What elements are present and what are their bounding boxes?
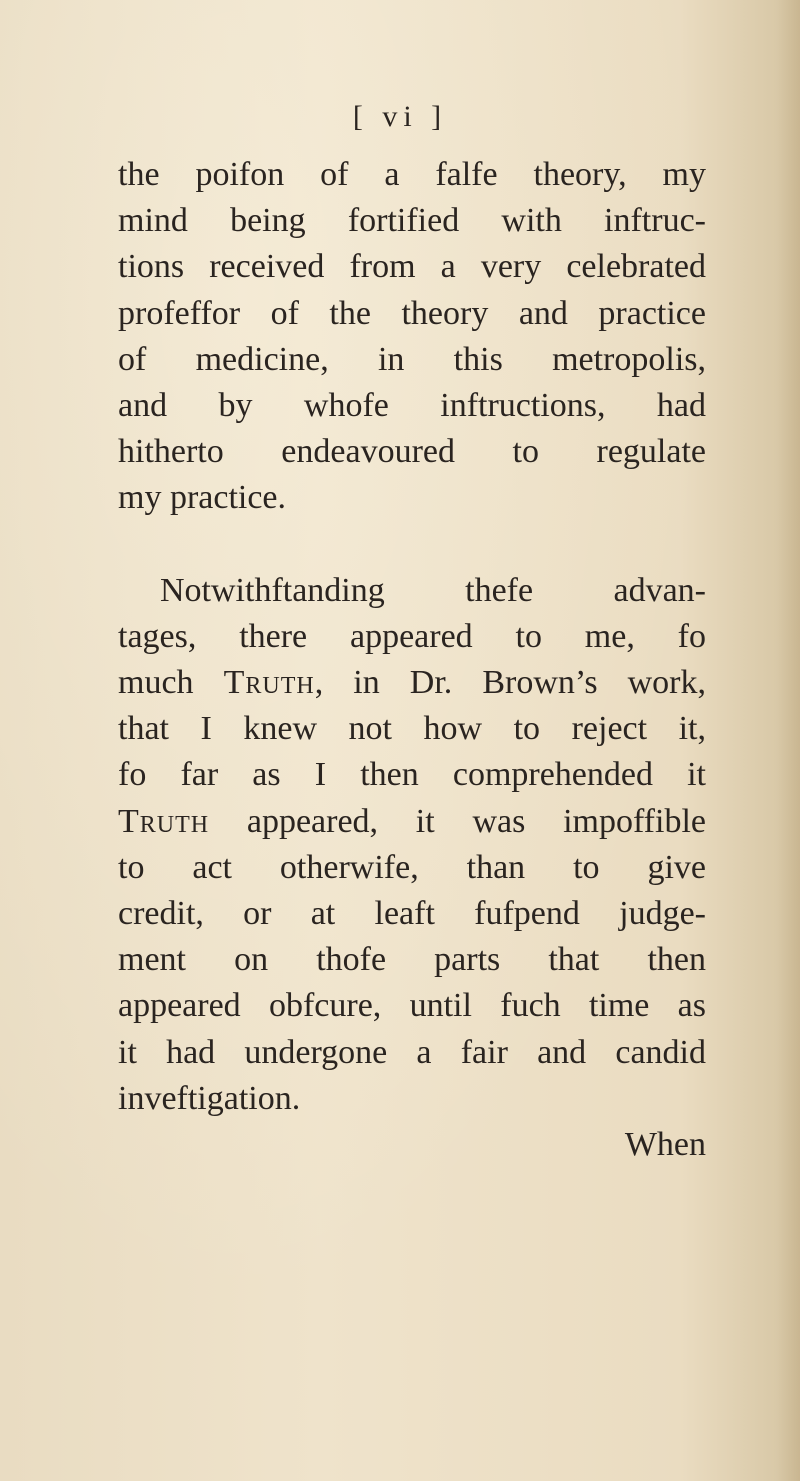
small-caps-word: Truth (118, 802, 210, 840)
text-line: my practice. (118, 479, 287, 517)
text-line: tions received from a very celebrated (118, 248, 706, 286)
page-body (118, 152, 706, 1168)
text-run: , in Dr. Brown’s work, (314, 664, 706, 702)
paragraph-2 (118, 568, 706, 1122)
small-caps-word: Truth (223, 664, 315, 702)
text-run: appeared, it was impoffible (209, 802, 706, 840)
text-line: that I knew not how to reject it, (118, 710, 706, 748)
text-line: and by whofe inftructions, had (118, 387, 706, 425)
text-run: much (118, 664, 224, 702)
text-line: appeared obfcure, until fuch time as (118, 987, 706, 1025)
text-line: ment on thofe parts that then (118, 941, 706, 979)
catchword: When (624, 1126, 706, 1164)
text-line: hitherto endeavoured to regulate (118, 433, 706, 471)
text-line: Notwithftanding thefe advan- (160, 571, 706, 609)
paragraph-1 (118, 152, 706, 522)
text-line: fo far as I then comprehended it (118, 756, 706, 794)
text-line: tages, there appeared to me, fo (118, 617, 706, 655)
text-line: it had undergone a fair and candid (118, 1033, 706, 1071)
page-number: [ vi ] (352, 100, 448, 133)
text-line (118, 799, 706, 845)
text-line: profeffor of the theory and practice (118, 294, 706, 332)
text-line (118, 660, 706, 706)
text-line: to act otherwife, than to give (118, 848, 706, 886)
paragraph-gap (118, 522, 706, 568)
text-line: credit, or at leaft fufpend judge- (118, 895, 706, 933)
text-line: the poifon of a falfe theory, my (118, 156, 706, 193)
text-line: of medicine, in this metropolis, (118, 340, 706, 378)
text-line: inveftigation. (118, 1079, 301, 1117)
text-line: mind being fortified with inftruc- (118, 202, 706, 240)
